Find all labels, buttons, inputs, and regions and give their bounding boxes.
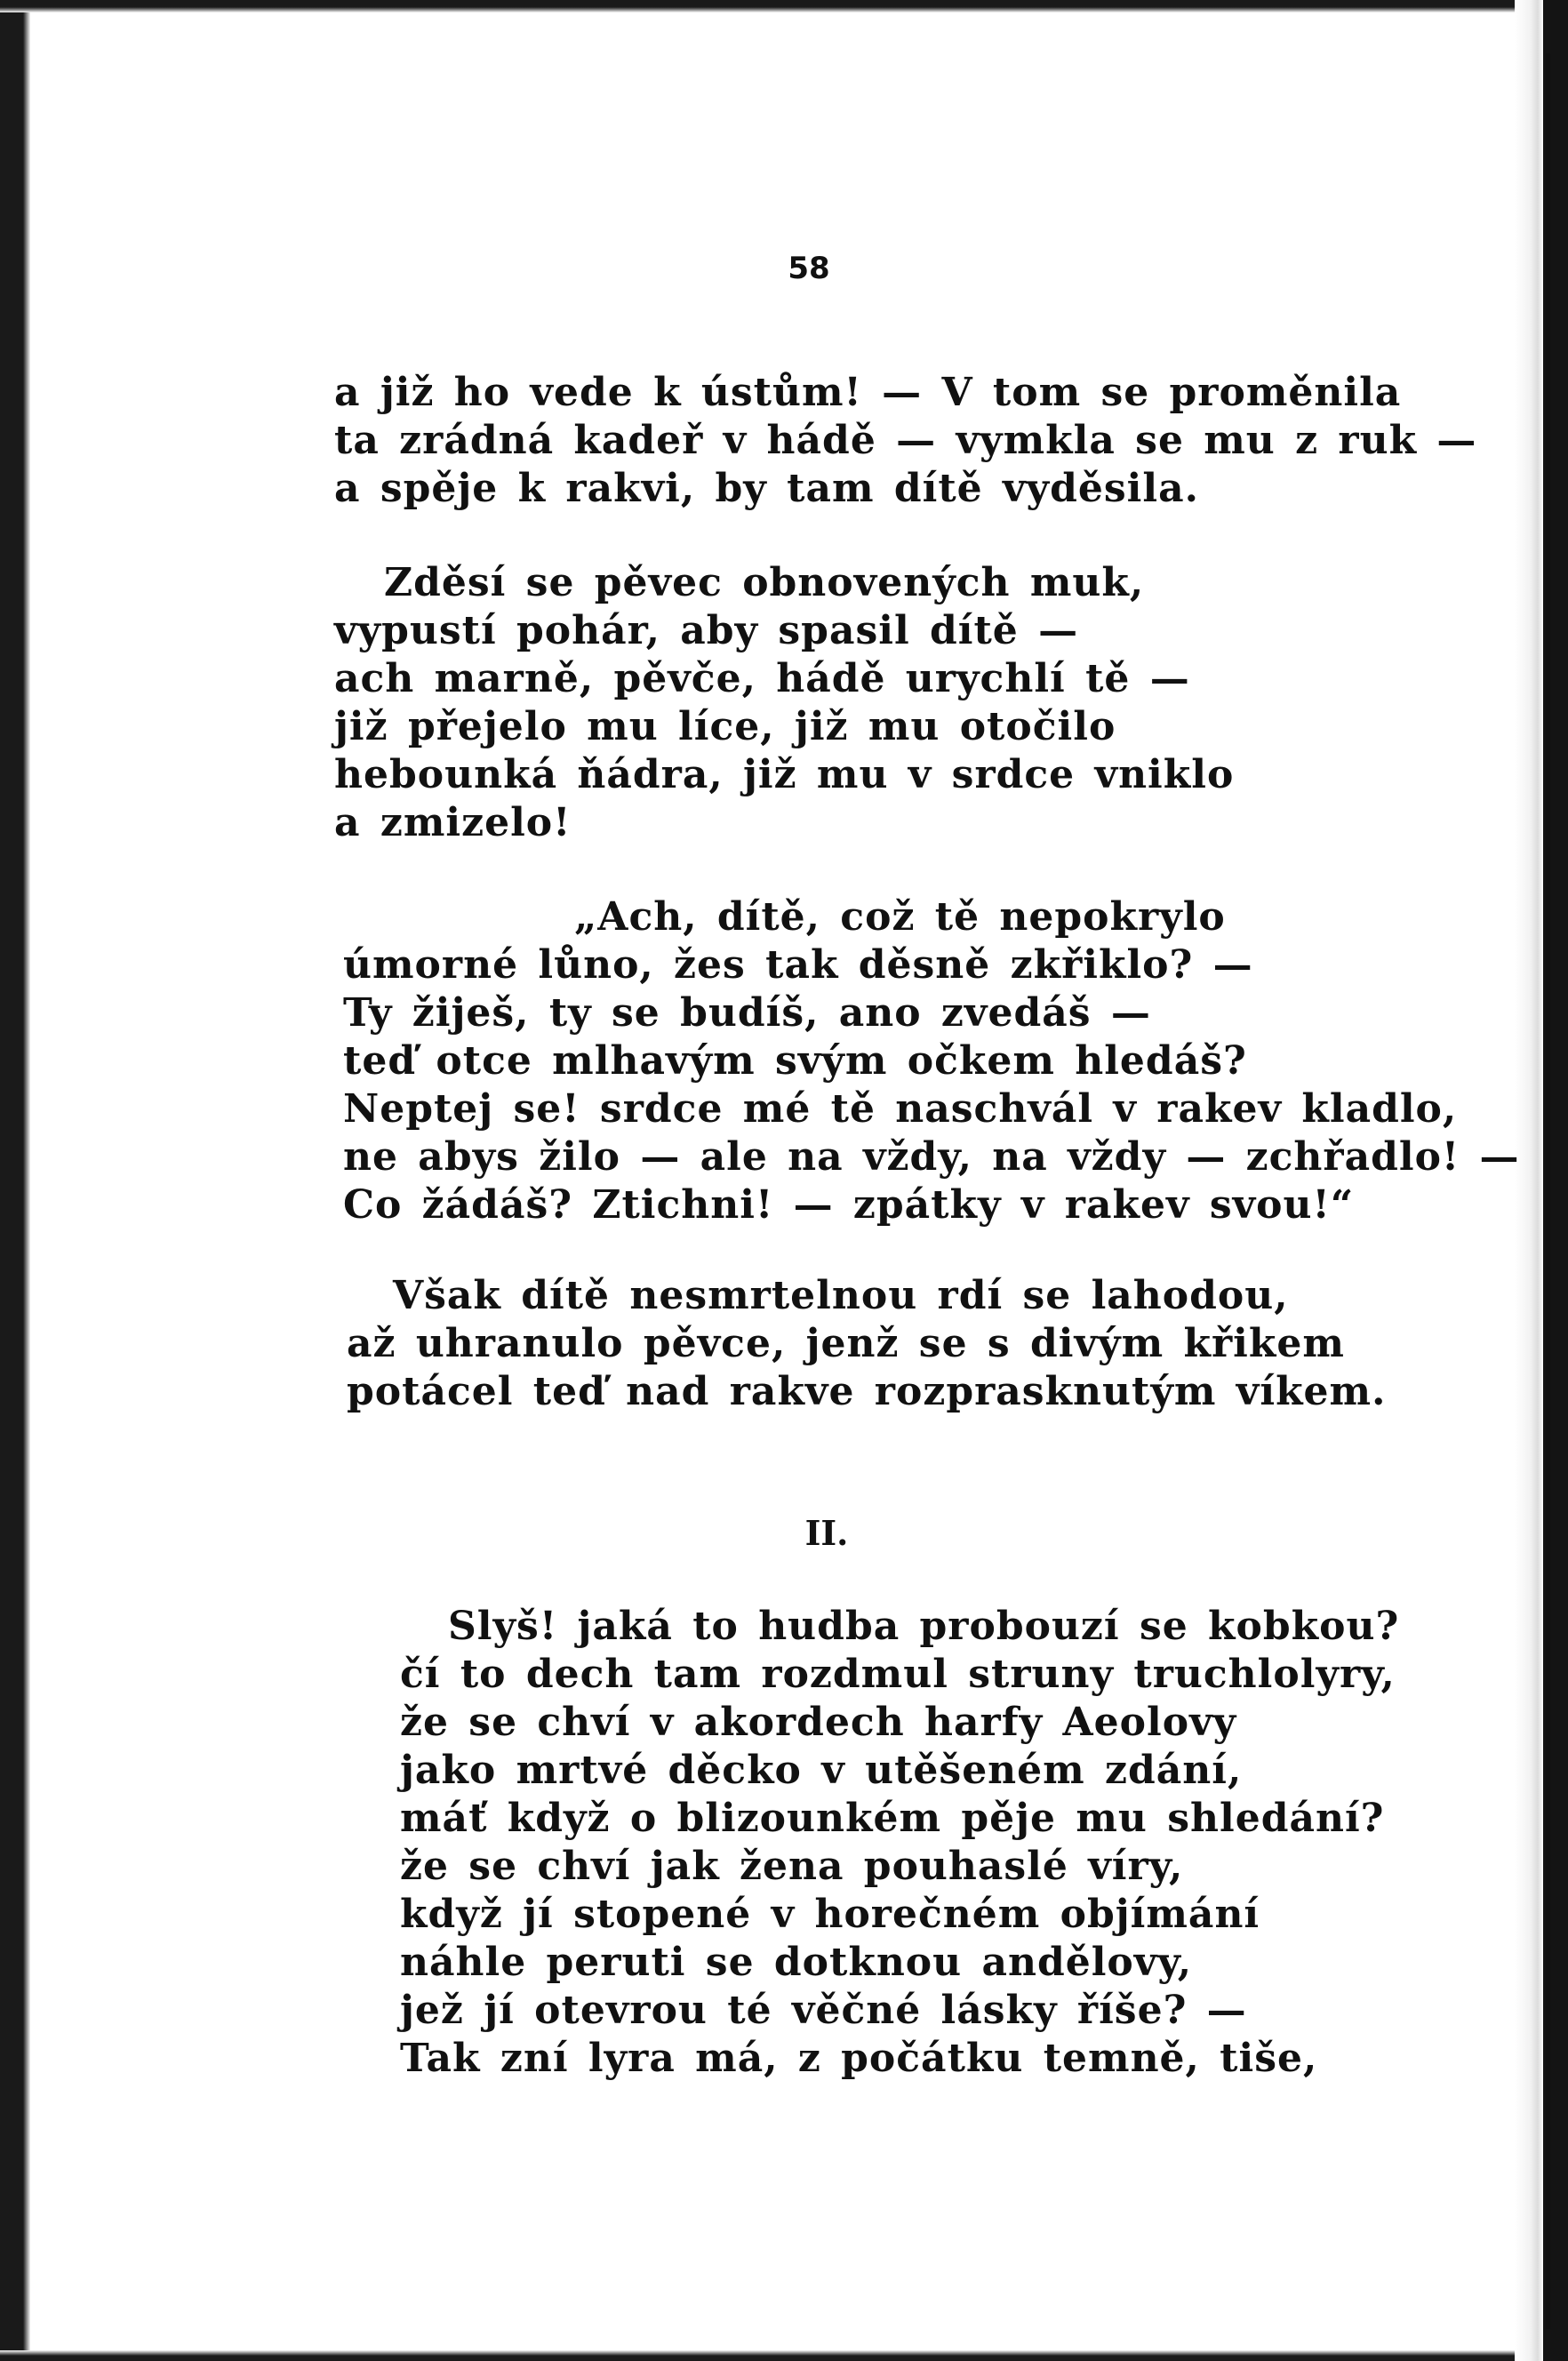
poem-line: úmorné lůno, žes tak děsně zkřiklo? — xyxy=(343,942,1253,988)
page-number: 58 xyxy=(788,251,830,286)
poem-line: ne abys žilo — ale na vždy, na vždy — zchřadlo! — xyxy=(343,1134,1520,1180)
poem-line: jež jí otevrou té věčné lásky říše? — xyxy=(400,1988,1247,2033)
book-spine-edge xyxy=(1546,53,1550,2329)
poem-line: máť když o blizounkém pěje mu shledání? xyxy=(400,1796,1385,1841)
poem-line: již přejelo mu líce, již mu otočilo xyxy=(334,704,1116,749)
poem-line: vypustí pohár, aby spasil dítě — xyxy=(334,608,1079,653)
poem-line: Tak zní lyra má, z počátku temně, tiše, xyxy=(400,2036,1318,2081)
page-gutter-shadow xyxy=(1515,0,1543,2361)
poem-line: Však dítě nesmrtelnou rdí se lahodou, xyxy=(393,1273,1289,1318)
poem-line: Neptej se! srdce mé tě naschvál v rakev kladlo, xyxy=(343,1086,1458,1132)
poem-line: ach marně, pěvče, hádě urychlí tě — xyxy=(334,656,1190,701)
poem-line: Slyš! jaká to hudba probouzí se kobkou? xyxy=(448,1604,1400,1649)
poem-line: čí to dech tam rozdmul struny truchlolyry, xyxy=(400,1652,1396,1697)
poem-line: že se chví jak žena pouhaslé víry, xyxy=(400,1844,1184,1889)
poem-line: a zmizelo! xyxy=(334,800,572,845)
poem-line: náhle peruti se dotknou andělovy, xyxy=(400,1940,1193,1985)
poem-line: „Ach, dítě, což tě nepokrylo xyxy=(574,894,1226,940)
poem-line: a již ho vede k ústům! — V tom se proměnila xyxy=(334,370,1402,415)
scan-border-bottom xyxy=(0,2350,1568,2361)
poem-line: že se chví v akordech harfy Aeolovy xyxy=(400,1700,1237,1745)
poem-line: až uhranulo pěvce, jenž se s divým křikem xyxy=(347,1321,1345,1366)
poem-line: Zděsí se pěvec obnovených muk, xyxy=(384,560,1145,605)
poem-line: Ty žiješ, ty se budíš, ano zvedáš — xyxy=(343,990,1151,1036)
scan-border-top xyxy=(0,0,1568,12)
poem-line: Co žádáš? Ztichni! — zpátky v rakev svou!“ xyxy=(343,1182,1355,1228)
poem-line: potácel teď nad rakve rozprasknutým víkem. xyxy=(347,1369,1387,1414)
poem-line: a spěje k rakvi, by tam dítě vyděsila. xyxy=(334,466,1199,511)
poem-line: teď otce mlhavým svým očkem hledáš? xyxy=(343,1038,1247,1084)
poem-line: jako mrtvé děcko v utěšeném zdání, xyxy=(400,1748,1243,1793)
poem-line: když jí stopené v horečném objímání xyxy=(400,1892,1260,1937)
poem-line: ta zrádná kadeř v hádě — vymkla se mu z ruk — xyxy=(334,418,1477,463)
section-heading: II. xyxy=(804,1513,849,1553)
poem-line: hebounká ňádra, již mu v srdce vniklo xyxy=(334,752,1235,797)
scan-border-left xyxy=(0,0,30,2361)
